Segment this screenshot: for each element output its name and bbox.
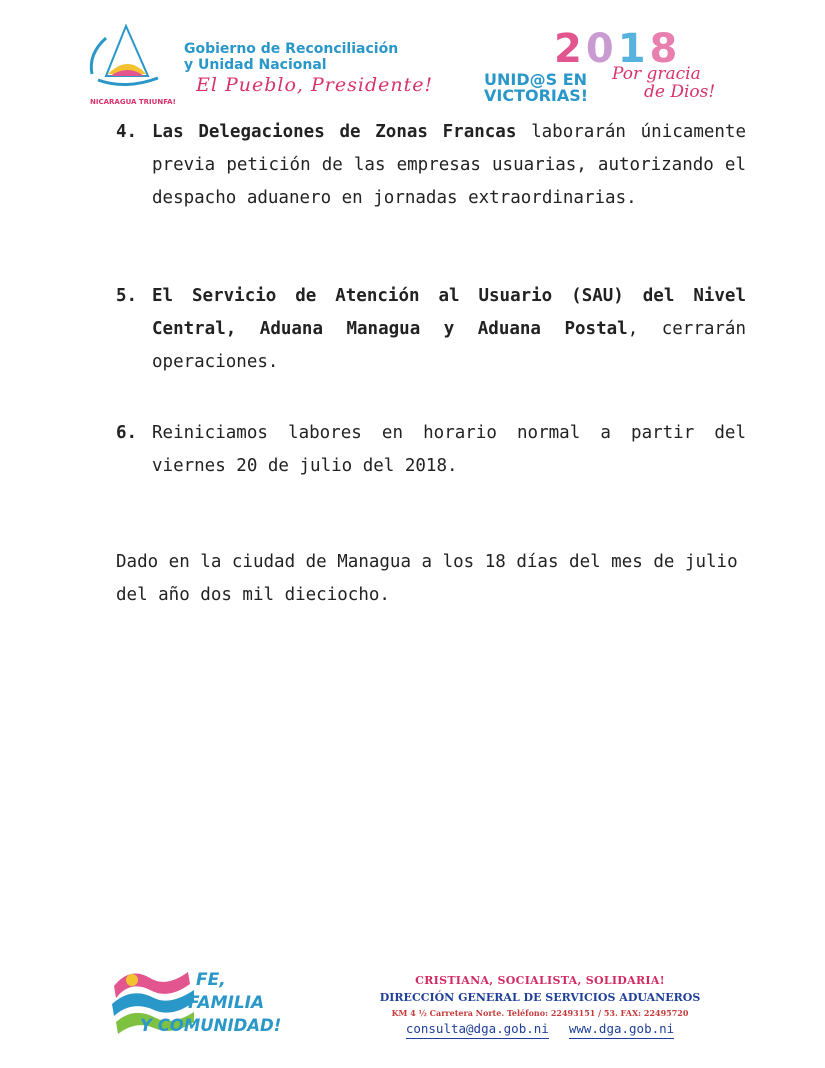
item-text (152, 417, 746, 483)
item-number: 6. (116, 423, 138, 443)
familia-logo-line3: Y COMUNIDAD! (140, 1016, 282, 1035)
item-number: 4. (116, 122, 138, 142)
government-logo (86, 24, 184, 108)
footer-email-link[interactable]: consulta@dga.gob.ni (406, 1020, 549, 1039)
footer-address: KM 4 ½ Carretera Norte. Teléfono: 22493151 / 53. FAX: 22495720 (391, 1008, 689, 1018)
item-text (152, 280, 746, 379)
footer-organization: DIRECCIÓN GENERAL DE SERVICIOS ADUANEROS (379, 991, 701, 1004)
government-name-line2: y Unidad Nacional (184, 57, 327, 73)
familia-logo (110, 964, 280, 1044)
government-name-line1: Gobierno de Reconciliación (184, 41, 399, 57)
item-bold-text: Las Delegaciones de Zonas Francas (152, 122, 517, 142)
familia-logo-line1: FE, (196, 970, 226, 990)
item-bold-text: El Servicio de Atención al Usuario (SAU) del Nivel Central, Aduana Managua y Aduana Postal (152, 286, 746, 339)
item-rest-text: , cerrarán operaciones. (152, 319, 747, 372)
footer-motto: CRISTIANA, SOCIALISTA, SOLIDARIA! (415, 974, 665, 987)
item-text (152, 116, 746, 215)
government-header (86, 24, 466, 108)
footer-contact (330, 972, 750, 1039)
unidos-line2: VICTORIAS! (484, 86, 589, 105)
government-slogan: El Pueblo, Presidente! (196, 74, 434, 96)
familia-logo-line2: FAMILIA (188, 993, 265, 1013)
year-digit: 1 (617, 26, 650, 72)
unidos-line1: UNID@S EN (484, 70, 588, 89)
gracia-line1: Por gracia (612, 64, 701, 84)
footer-website-link[interactable]: www.dga.gob.ni (569, 1020, 674, 1039)
item-rest-text: laborarán únicamente previa petición de las empresas usuarias, autorizando el despacho aduanero en jornadas extraordinarias. (152, 122, 746, 208)
closing-paragraph: Dado en la ciudad de Managua a los 18 días del mes de julio del año dos mil dieciocho. (116, 552, 738, 605)
year-digit: 8 (649, 26, 682, 72)
item-number: 5. (116, 286, 138, 306)
gracia-line2: de Dios! (644, 82, 716, 102)
item-rest-text: Reiniciamos labores en horario normal a partir del viernes 20 de julio del 2018. (152, 423, 746, 476)
year-digit: 0 (585, 26, 618, 72)
campaign-header (484, 26, 724, 110)
year-digit: 2 (554, 26, 586, 72)
logo-ring-text: NICARAGUA TRIUNFA! (90, 98, 176, 106)
